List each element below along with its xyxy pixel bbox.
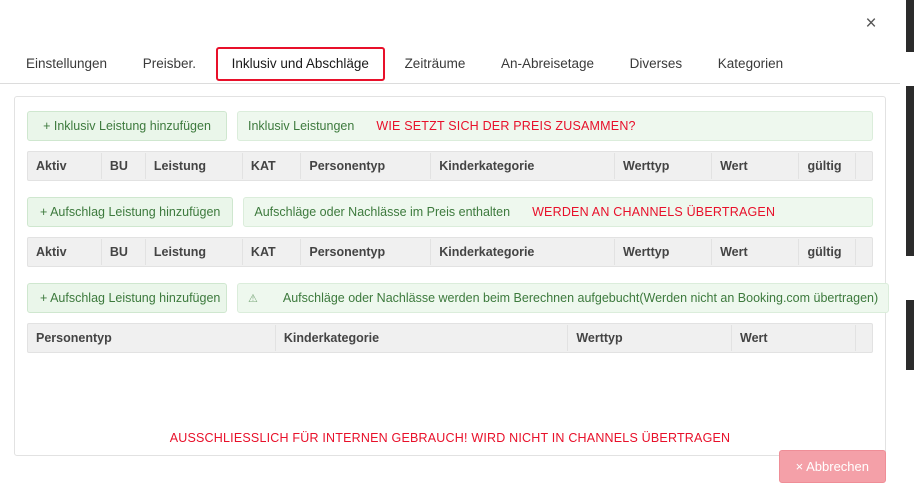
column-kat: KAT	[243, 153, 301, 179]
internal-use-footnote: AUSSCHLIESSLICH FÜR INTERNEN GEBRAUCH! WIRD NICHT IN CHANNELS ÜBERTRAGEN	[169, 431, 731, 445]
tab-diverses[interactable]: Diverses	[629, 56, 683, 71]
column-spacer	[856, 239, 872, 265]
intern-table-header	[27, 323, 873, 353]
section-header-row	[27, 283, 879, 313]
banner-label: Aufschläge oder Nachlässe werden beim Berechnen aufgebucht(Werden nicht an Booking.com übertragen)	[282, 291, 879, 305]
add-inklusiv-leistung-button[interactable]: + Inklusiv Leistung hinzufügen	[27, 111, 227, 141]
section-aufschlaege-im-preis	[27, 197, 873, 267]
column-leistung: Leistung	[146, 239, 243, 265]
dialog-titlebar	[0, 0, 900, 46]
tab-an-abreisetage[interactable]: An-Abreisetage	[500, 56, 595, 71]
inklusiv-leistungen-banner	[237, 111, 873, 141]
column-personentyp: Personentyp	[28, 325, 276, 351]
add-aufschlag-leistung-intern-button[interactable]: + Aufschlag Leistung hinzufügen	[27, 283, 227, 313]
column-leistung: Leistung	[146, 153, 243, 179]
edge-segment-top	[906, 0, 914, 52]
column-wert: Wert	[712, 153, 799, 179]
aufschlaege-table-header	[27, 237, 873, 267]
inklusiv-table-header	[27, 151, 873, 181]
tab-einstellungen[interactable]: Einstellungen	[26, 56, 108, 71]
banner-label: Inklusiv Leistungen	[248, 119, 355, 133]
column-gueltig: gültig	[799, 239, 856, 265]
edge-segment-bottom	[906, 300, 914, 370]
column-wert: Wert	[732, 325, 856, 351]
column-werttyp: Werttyp	[568, 325, 732, 351]
column-kinderkategorie: Kinderkategorie	[431, 153, 615, 179]
column-kinderkategorie: Kinderkategorie	[431, 239, 615, 265]
column-kinderkategorie: Kinderkategorie	[276, 325, 568, 351]
annotation-preis-zusammensetzung: WIE SETZT SICH DER PREIS ZUSAMMEN?	[376, 119, 636, 133]
column-spacer	[856, 325, 872, 351]
annotation-channels-uebertragen: WERDEN AN CHANNELS ÜBERTRAGEN	[532, 205, 776, 219]
column-personentyp: Personentyp	[301, 153, 431, 179]
section-inklusiv-leistungen	[27, 111, 873, 181]
tab-inklusiv-und-abschlaege[interactable]: Inklusiv und Abschläge	[216, 47, 385, 81]
edge-segment-middle	[906, 86, 914, 256]
column-spacer	[856, 153, 872, 179]
column-kat: KAT	[243, 239, 301, 265]
section-header-row	[27, 197, 873, 227]
inklusiv-abschlaege-panel	[14, 96, 886, 456]
close-icon[interactable]: ×	[858, 10, 884, 36]
banner-label: Aufschläge oder Nachlässe im Preis enthalten	[254, 205, 511, 219]
column-aktiv: Aktiv	[28, 239, 102, 265]
tab-preisber[interactable]: Preisber.	[142, 56, 196, 71]
section-aufschlaege-berechnen	[27, 283, 879, 353]
window-edge-strip	[900, 0, 914, 493]
tab-kategorien[interactable]: Kategorien	[717, 56, 784, 71]
aufschlaege-im-preis-banner	[243, 197, 873, 227]
column-bu: BU	[102, 153, 146, 179]
tab-bar	[0, 46, 900, 84]
column-wert: Wert	[712, 239, 799, 265]
column-personentyp: Personentyp	[301, 239, 431, 265]
column-werttyp: Werttyp	[615, 153, 712, 179]
add-aufschlag-leistung-button[interactable]: + Aufschlag Leistung hinzufügen	[27, 197, 233, 227]
column-aktiv: Aktiv	[28, 153, 102, 179]
section-header-row	[27, 111, 873, 141]
column-gueltig: gültig	[799, 153, 856, 179]
dialog-footer	[779, 450, 886, 483]
aufschlaege-berechnen-banner	[237, 283, 889, 313]
cancel-button[interactable]: × Abbrechen	[779, 450, 886, 483]
column-bu: BU	[102, 239, 146, 265]
warning-icon: ⚠	[248, 292, 258, 305]
column-werttyp: Werttyp	[615, 239, 712, 265]
tab-zeitraeume[interactable]: Zeiträume	[404, 56, 466, 71]
